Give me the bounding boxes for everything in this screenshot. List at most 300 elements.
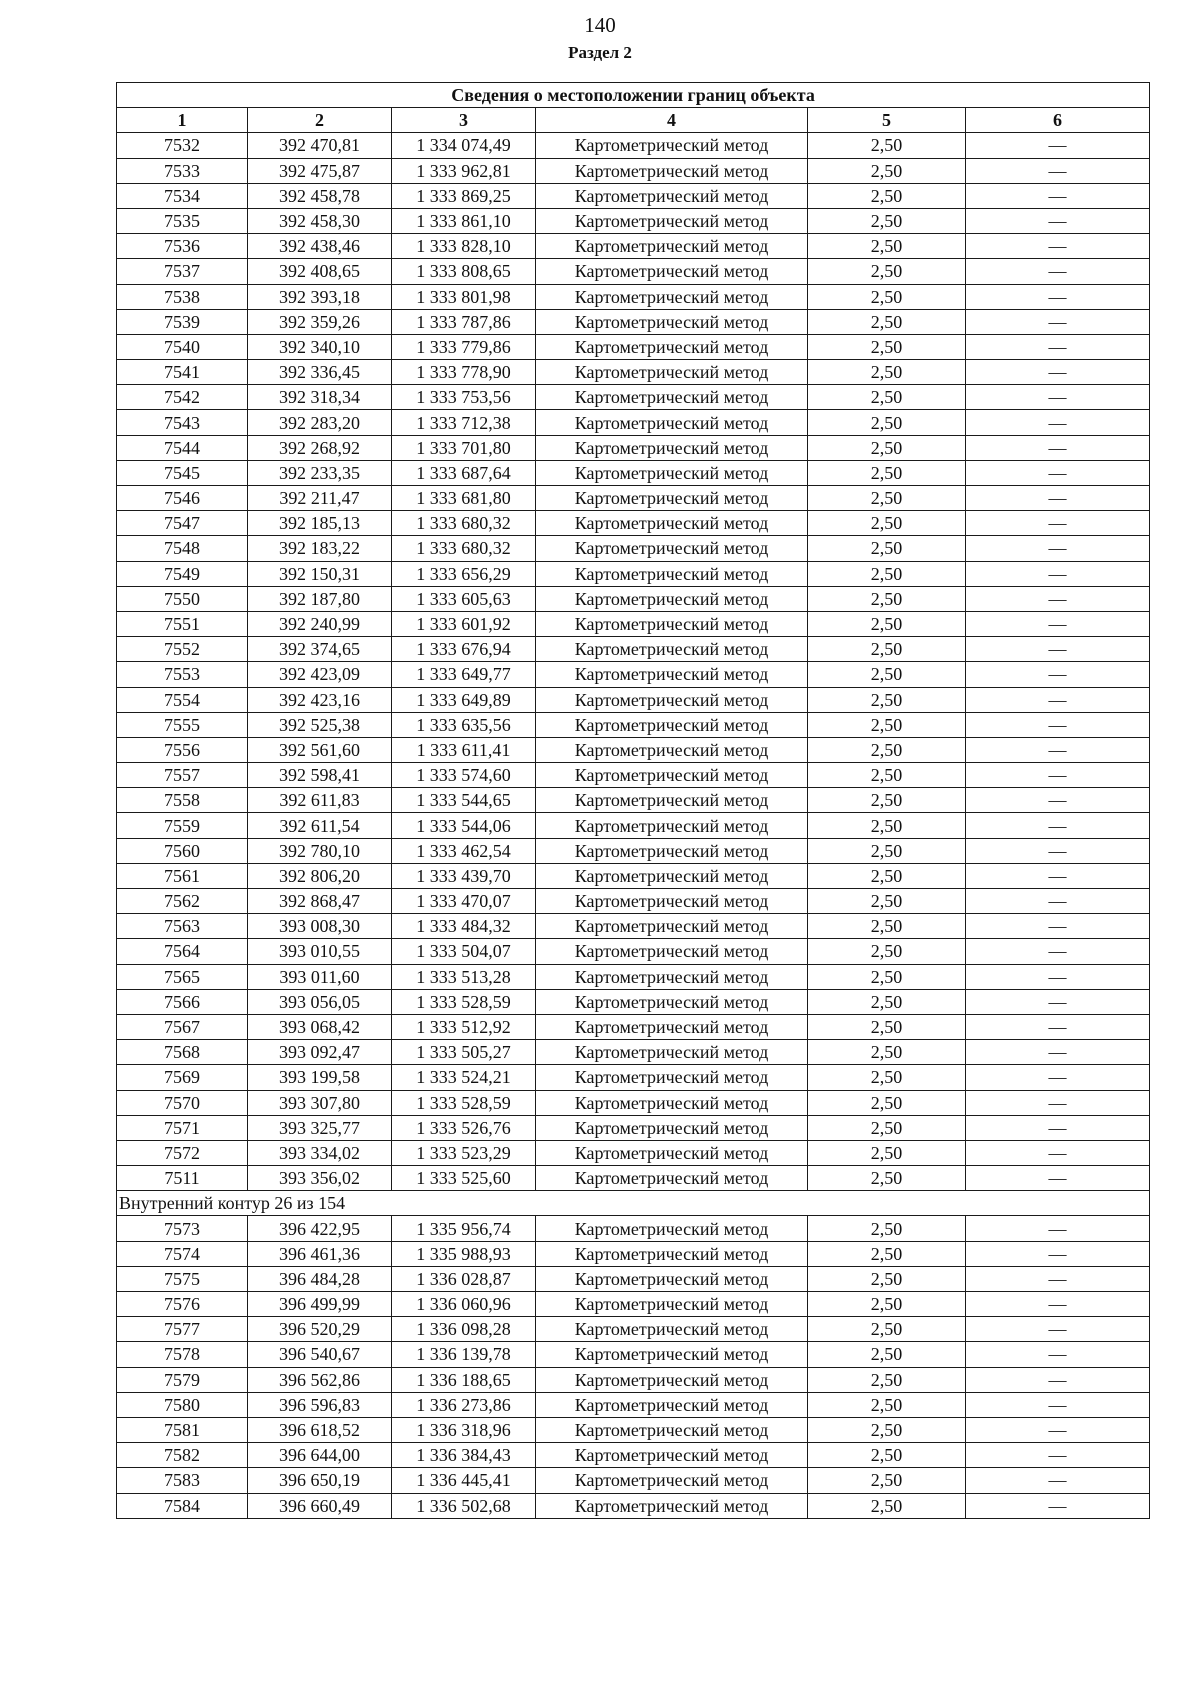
- method-cell: Картометрический метод: [536, 788, 808, 813]
- table-row: [117, 208, 1150, 233]
- accuracy-cell: 2,50: [808, 637, 966, 662]
- point-number-cell: 7566: [117, 989, 248, 1014]
- page-number: 140: [584, 13, 616, 37]
- accuracy-cell: 2,50: [808, 1014, 966, 1039]
- y-coordinate-cell: 1 333 779,86: [392, 334, 536, 359]
- description-cell: —: [966, 133, 1150, 158]
- method-cell: Картометрический метод: [536, 1140, 808, 1165]
- description-cell: —: [966, 511, 1150, 536]
- point-number-cell: 7581: [117, 1417, 248, 1442]
- y-coordinate-cell: 1 333 828,10: [392, 234, 536, 259]
- table-row: [117, 1065, 1150, 1090]
- table-title-row: [117, 83, 1150, 108]
- accuracy-cell: 2,50: [808, 183, 966, 208]
- x-coordinate-cell: 393 010,55: [248, 939, 392, 964]
- method-cell: Картометрический метод: [536, 1065, 808, 1090]
- accuracy-cell: 2,50: [808, 460, 966, 485]
- point-number-cell: 7536: [117, 234, 248, 259]
- point-number-cell: 7570: [117, 1090, 248, 1115]
- description-cell: —: [966, 1342, 1150, 1367]
- point-number-cell: 7562: [117, 889, 248, 914]
- method-cell: Картометрический метод: [536, 360, 808, 385]
- point-number-cell: 7567: [117, 1014, 248, 1039]
- description-cell: —: [966, 964, 1150, 989]
- accuracy-cell: 2,50: [808, 712, 966, 737]
- x-coordinate-cell: 392 359,26: [248, 309, 392, 334]
- point-number-cell: 7573: [117, 1216, 248, 1241]
- method-cell: Картометрический метод: [536, 1342, 808, 1367]
- point-number-cell: 7580: [117, 1392, 248, 1417]
- accuracy-cell: 2,50: [808, 360, 966, 385]
- y-coordinate-cell: 1 333 544,06: [392, 813, 536, 838]
- table-body: [117, 133, 1150, 1518]
- point-number-cell: 7551: [117, 611, 248, 636]
- x-coordinate-cell: 392 211,47: [248, 486, 392, 511]
- description-cell: —: [966, 259, 1150, 284]
- table-head: [117, 83, 1150, 133]
- point-number-cell: 7579: [117, 1367, 248, 1392]
- method-cell: Картометрический метод: [536, 1241, 808, 1266]
- description-cell: —: [966, 1493, 1150, 1518]
- y-coordinate-cell: 1 333 470,07: [392, 889, 536, 914]
- table-row: [117, 1014, 1150, 1039]
- y-coordinate-cell: 1 333 753,56: [392, 385, 536, 410]
- table-row: [117, 914, 1150, 939]
- accuracy-cell: 2,50: [808, 1443, 966, 1468]
- y-coordinate-cell: 1 336 188,65: [392, 1367, 536, 1392]
- point-number-cell: 7565: [117, 964, 248, 989]
- y-coordinate-cell: 1 333 680,32: [392, 536, 536, 561]
- method-cell: Картометрический метод: [536, 1443, 808, 1468]
- accuracy-cell: 2,50: [808, 586, 966, 611]
- point-number-cell: 7569: [117, 1065, 248, 1090]
- table-row: [117, 385, 1150, 410]
- description-cell: —: [966, 788, 1150, 813]
- method-cell: Картометрический метод: [536, 284, 808, 309]
- x-coordinate-cell: 396 660,49: [248, 1493, 392, 1518]
- accuracy-cell: 2,50: [808, 1065, 966, 1090]
- method-cell: Картометрический метод: [536, 1266, 808, 1291]
- table-row: [117, 712, 1150, 737]
- point-number-cell: 7550: [117, 586, 248, 611]
- description-cell: —: [966, 410, 1150, 435]
- description-cell: —: [966, 561, 1150, 586]
- y-coordinate-cell: 1 335 956,74: [392, 1216, 536, 1241]
- table-row: [117, 183, 1150, 208]
- y-coordinate-cell: 1 333 656,29: [392, 561, 536, 586]
- x-coordinate-cell: 392 340,10: [248, 334, 392, 359]
- point-number-cell: 7553: [117, 662, 248, 687]
- table-row: [117, 1342, 1150, 1367]
- accuracy-cell: 2,50: [808, 208, 966, 233]
- contour-label: Внутренний контур 26 из 154: [117, 1191, 1150, 1216]
- x-coordinate-cell: 396 562,86: [248, 1367, 392, 1392]
- accuracy-cell: 2,50: [808, 763, 966, 788]
- y-coordinate-cell: 1 333 512,92: [392, 1014, 536, 1039]
- point-number-cell: 7533: [117, 158, 248, 183]
- x-coordinate-cell: 393 008,30: [248, 914, 392, 939]
- y-coordinate-cell: 1 333 528,59: [392, 989, 536, 1014]
- method-cell: Картометрический метод: [536, 914, 808, 939]
- accuracy-cell: 2,50: [808, 1493, 966, 1518]
- accuracy-cell: 2,50: [808, 1367, 966, 1392]
- description-cell: —: [966, 284, 1150, 309]
- description-cell: —: [966, 1040, 1150, 1065]
- y-coordinate-cell: 1 335 988,93: [392, 1241, 536, 1266]
- y-coordinate-cell: 1 336 060,96: [392, 1292, 536, 1317]
- description-cell: —: [966, 989, 1150, 1014]
- point-number-cell: 7582: [117, 1443, 248, 1468]
- point-number-cell: 7558: [117, 788, 248, 813]
- point-number-cell: 7547: [117, 511, 248, 536]
- y-coordinate-cell: 1 333 778,90: [392, 360, 536, 385]
- table-row: [117, 133, 1150, 158]
- x-coordinate-cell: 396 461,36: [248, 1241, 392, 1266]
- accuracy-cell: 2,50: [808, 1040, 966, 1065]
- y-coordinate-cell: 1 333 635,56: [392, 712, 536, 737]
- column-header: 1: [117, 108, 248, 133]
- table-row: [117, 1317, 1150, 1342]
- x-coordinate-cell: 392 283,20: [248, 410, 392, 435]
- column-header: 5: [808, 108, 966, 133]
- point-number-cell: 7555: [117, 712, 248, 737]
- accuracy-cell: 2,50: [808, 788, 966, 813]
- column-number-row: [117, 108, 1150, 133]
- y-coordinate-cell: 1 333 801,98: [392, 284, 536, 309]
- accuracy-cell: 2,50: [808, 410, 966, 435]
- x-coordinate-cell: 392 183,22: [248, 536, 392, 561]
- table-row: [117, 460, 1150, 485]
- description-cell: —: [966, 662, 1150, 687]
- point-number-cell: 7548: [117, 536, 248, 561]
- table-row: [117, 1468, 1150, 1493]
- method-cell: Картометрический метод: [536, 1115, 808, 1140]
- accuracy-cell: 2,50: [808, 133, 966, 158]
- x-coordinate-cell: 392 598,41: [248, 763, 392, 788]
- x-coordinate-cell: 392 475,87: [248, 158, 392, 183]
- method-cell: Картометрический метод: [536, 385, 808, 410]
- accuracy-cell: 2,50: [808, 1342, 966, 1367]
- method-cell: Картометрический метод: [536, 939, 808, 964]
- boundary-coordinates-table: [116, 82, 1150, 1519]
- table-row: [117, 1140, 1150, 1165]
- method-cell: Картометрический метод: [536, 1040, 808, 1065]
- method-cell: Картометрический метод: [536, 687, 808, 712]
- table-row: [117, 662, 1150, 687]
- accuracy-cell: 2,50: [808, 561, 966, 586]
- point-number-cell: 7544: [117, 435, 248, 460]
- accuracy-cell: 2,50: [808, 662, 966, 687]
- x-coordinate-cell: 392 318,34: [248, 385, 392, 410]
- description-cell: —: [966, 385, 1150, 410]
- method-cell: Картометрический метод: [536, 1317, 808, 1342]
- point-number-cell: 7563: [117, 914, 248, 939]
- x-coordinate-cell: 392 374,65: [248, 637, 392, 662]
- description-cell: —: [966, 1417, 1150, 1442]
- y-coordinate-cell: 1 333 526,76: [392, 1115, 536, 1140]
- y-coordinate-cell: 1 336 028,87: [392, 1266, 536, 1291]
- x-coordinate-cell: 392 268,92: [248, 435, 392, 460]
- method-cell: Картометрический метод: [536, 838, 808, 863]
- y-coordinate-cell: 1 333 681,80: [392, 486, 536, 511]
- accuracy-cell: 2,50: [808, 1468, 966, 1493]
- x-coordinate-cell: 392 187,80: [248, 586, 392, 611]
- y-coordinate-cell: 1 333 462,54: [392, 838, 536, 863]
- method-cell: Картометрический метод: [536, 183, 808, 208]
- point-number-cell: 7546: [117, 486, 248, 511]
- point-number-cell: 7561: [117, 863, 248, 888]
- y-coordinate-cell: 1 336 318,96: [392, 1417, 536, 1442]
- point-number-cell: 7534: [117, 183, 248, 208]
- table-row: [117, 763, 1150, 788]
- table-row: [117, 889, 1150, 914]
- table-row: [117, 964, 1150, 989]
- table-row: [117, 158, 1150, 183]
- table-row: [117, 1392, 1150, 1417]
- method-cell: Картометрический метод: [536, 234, 808, 259]
- accuracy-cell: 2,50: [808, 838, 966, 863]
- method-cell: Картометрический метод: [536, 712, 808, 737]
- y-coordinate-cell: 1 336 502,68: [392, 1493, 536, 1518]
- table-row: [117, 1367, 1150, 1392]
- description-cell: —: [966, 1014, 1150, 1039]
- x-coordinate-cell: 396 618,52: [248, 1417, 392, 1442]
- table-row: [117, 309, 1150, 334]
- accuracy-cell: 2,50: [808, 813, 966, 838]
- accuracy-cell: 2,50: [808, 611, 966, 636]
- x-coordinate-cell: 393 325,77: [248, 1115, 392, 1140]
- point-number-cell: 7537: [117, 259, 248, 284]
- description-cell: —: [966, 1140, 1150, 1165]
- y-coordinate-cell: 1 333 676,94: [392, 637, 536, 662]
- accuracy-cell: 2,50: [808, 259, 966, 284]
- method-cell: Картометрический метод: [536, 309, 808, 334]
- y-coordinate-cell: 1 336 445,41: [392, 1468, 536, 1493]
- table-row: [117, 234, 1150, 259]
- description-cell: —: [966, 536, 1150, 561]
- description-cell: —: [966, 1292, 1150, 1317]
- point-number-cell: 7574: [117, 1241, 248, 1266]
- description-cell: —: [966, 208, 1150, 233]
- x-coordinate-cell: 393 011,60: [248, 964, 392, 989]
- point-number-cell: 7557: [117, 763, 248, 788]
- y-coordinate-cell: 1 333 808,65: [392, 259, 536, 284]
- table-row: [117, 737, 1150, 762]
- description-cell: —: [966, 309, 1150, 334]
- table-row: [117, 1417, 1150, 1442]
- table-row: [117, 1166, 1150, 1191]
- method-cell: Картометрический метод: [536, 334, 808, 359]
- description-cell: —: [966, 611, 1150, 636]
- description-cell: —: [966, 1317, 1150, 1342]
- point-number-cell: 7584: [117, 1493, 248, 1518]
- y-coordinate-cell: 1 333 505,27: [392, 1040, 536, 1065]
- method-cell: Картометрический метод: [536, 486, 808, 511]
- x-coordinate-cell: 392 868,47: [248, 889, 392, 914]
- accuracy-cell: 2,50: [808, 1317, 966, 1342]
- point-number-cell: 7538: [117, 284, 248, 309]
- section-title: Раздел 2: [568, 43, 632, 62]
- y-coordinate-cell: 1 333 504,07: [392, 939, 536, 964]
- point-number-cell: 7545: [117, 460, 248, 485]
- description-cell: —: [966, 1216, 1150, 1241]
- table-row: [117, 1090, 1150, 1115]
- description-cell: —: [966, 838, 1150, 863]
- table-row: [117, 435, 1150, 460]
- description-cell: —: [966, 863, 1150, 888]
- method-cell: Картометрический метод: [536, 1090, 808, 1115]
- accuracy-cell: 2,50: [808, 737, 966, 762]
- description-cell: —: [966, 360, 1150, 385]
- y-coordinate-cell: 1 333 601,92: [392, 611, 536, 636]
- y-coordinate-cell: 1 333 680,32: [392, 511, 536, 536]
- point-number-cell: 7564: [117, 939, 248, 964]
- table-row: [117, 284, 1150, 309]
- description-cell: —: [966, 1241, 1150, 1266]
- accuracy-cell: 2,50: [808, 863, 966, 888]
- point-number-cell: 7571: [117, 1115, 248, 1140]
- method-cell: Картометрический метод: [536, 1166, 808, 1191]
- x-coordinate-cell: 396 644,00: [248, 1443, 392, 1468]
- description-cell: —: [966, 1468, 1150, 1493]
- x-coordinate-cell: 392 806,20: [248, 863, 392, 888]
- accuracy-cell: 2,50: [808, 1115, 966, 1140]
- table-row: [117, 1292, 1150, 1317]
- table-row: [117, 410, 1150, 435]
- point-number-cell: 7576: [117, 1292, 248, 1317]
- x-coordinate-cell: 392 336,45: [248, 360, 392, 385]
- point-number-cell: 7572: [117, 1140, 248, 1165]
- description-cell: —: [966, 586, 1150, 611]
- x-coordinate-cell: 393 334,02: [248, 1140, 392, 1165]
- description-cell: —: [966, 712, 1150, 737]
- table-row: [117, 1216, 1150, 1241]
- method-cell: Картометрический метод: [536, 208, 808, 233]
- y-coordinate-cell: 1 333 712,38: [392, 410, 536, 435]
- column-header: 6: [966, 108, 1150, 133]
- description-cell: —: [966, 1090, 1150, 1115]
- y-coordinate-cell: 1 333 484,32: [392, 914, 536, 939]
- y-coordinate-cell: 1 336 384,43: [392, 1443, 536, 1468]
- description-cell: —: [966, 1166, 1150, 1191]
- y-coordinate-cell: 1 333 869,25: [392, 183, 536, 208]
- description-cell: —: [966, 158, 1150, 183]
- accuracy-cell: 2,50: [808, 334, 966, 359]
- table-row: [117, 536, 1150, 561]
- method-cell: Картометрический метод: [536, 561, 808, 586]
- x-coordinate-cell: 392 408,65: [248, 259, 392, 284]
- accuracy-cell: 2,50: [808, 1266, 966, 1291]
- x-coordinate-cell: 392 611,54: [248, 813, 392, 838]
- method-cell: Картометрический метод: [536, 1468, 808, 1493]
- accuracy-cell: 2,50: [808, 914, 966, 939]
- accuracy-cell: 2,50: [808, 989, 966, 1014]
- x-coordinate-cell: 392 185,13: [248, 511, 392, 536]
- x-coordinate-cell: 392 780,10: [248, 838, 392, 863]
- x-coordinate-cell: 396 484,28: [248, 1266, 392, 1291]
- y-coordinate-cell: 1 333 513,28: [392, 964, 536, 989]
- description-cell: —: [966, 1115, 1150, 1140]
- y-coordinate-cell: 1 333 962,81: [392, 158, 536, 183]
- point-number-cell: 7542: [117, 385, 248, 410]
- description-cell: —: [966, 334, 1150, 359]
- accuracy-cell: 2,50: [808, 964, 966, 989]
- x-coordinate-cell: 393 307,80: [248, 1090, 392, 1115]
- point-number-cell: 7511: [117, 1166, 248, 1191]
- description-cell: —: [966, 1367, 1150, 1392]
- y-coordinate-cell: 1 333 523,29: [392, 1140, 536, 1165]
- accuracy-cell: 2,50: [808, 486, 966, 511]
- y-coordinate-cell: 1 333 439,70: [392, 863, 536, 888]
- accuracy-cell: 2,50: [808, 234, 966, 259]
- x-coordinate-cell: 392 561,60: [248, 737, 392, 762]
- accuracy-cell: 2,50: [808, 1140, 966, 1165]
- method-cell: Картометрический метод: [536, 511, 808, 536]
- y-coordinate-cell: 1 336 273,86: [392, 1392, 536, 1417]
- table-row: [117, 334, 1150, 359]
- description-cell: —: [966, 889, 1150, 914]
- point-number-cell: 7532: [117, 133, 248, 158]
- method-cell: Картометрический метод: [536, 964, 808, 989]
- description-cell: —: [966, 435, 1150, 460]
- column-header: 4: [536, 108, 808, 133]
- x-coordinate-cell: 392 393,18: [248, 284, 392, 309]
- description-cell: —: [966, 637, 1150, 662]
- point-number-cell: 7578: [117, 1342, 248, 1367]
- accuracy-cell: 2,50: [808, 1292, 966, 1317]
- point-number-cell: 7575: [117, 1266, 248, 1291]
- point-number-cell: 7559: [117, 813, 248, 838]
- method-cell: Картометрический метод: [536, 586, 808, 611]
- table-row: [117, 788, 1150, 813]
- table-row: [117, 939, 1150, 964]
- accuracy-cell: 2,50: [808, 939, 966, 964]
- method-cell: Картометрический метод: [536, 1367, 808, 1392]
- x-coordinate-cell: 393 056,05: [248, 989, 392, 1014]
- point-number-cell: 7568: [117, 1040, 248, 1065]
- x-coordinate-cell: 392 233,35: [248, 460, 392, 485]
- x-coordinate-cell: 396 422,95: [248, 1216, 392, 1241]
- y-coordinate-cell: 1 336 098,28: [392, 1317, 536, 1342]
- x-coordinate-cell: 392 438,46: [248, 234, 392, 259]
- description-cell: —: [966, 737, 1150, 762]
- x-coordinate-cell: 392 525,38: [248, 712, 392, 737]
- description-cell: —: [966, 1443, 1150, 1468]
- y-coordinate-cell: 1 333 528,59: [392, 1090, 536, 1115]
- point-number-cell: 7535: [117, 208, 248, 233]
- accuracy-cell: 2,50: [808, 1166, 966, 1191]
- description-cell: —: [966, 1266, 1150, 1291]
- y-coordinate-cell: 1 333 861,10: [392, 208, 536, 233]
- table-row: [117, 1040, 1150, 1065]
- table-row: [117, 360, 1150, 385]
- method-cell: Картометрический метод: [536, 813, 808, 838]
- method-cell: Картометрический метод: [536, 662, 808, 687]
- table-row: [117, 1443, 1150, 1468]
- x-coordinate-cell: 392 458,30: [248, 208, 392, 233]
- method-cell: Картометрический метод: [536, 259, 808, 284]
- y-coordinate-cell: 1 333 787,86: [392, 309, 536, 334]
- description-cell: —: [966, 939, 1150, 964]
- x-coordinate-cell: 396 540,67: [248, 1342, 392, 1367]
- x-coordinate-cell: 396 596,83: [248, 1392, 392, 1417]
- table-row: [117, 486, 1150, 511]
- table-row: [117, 637, 1150, 662]
- accuracy-cell: 2,50: [808, 1216, 966, 1241]
- y-coordinate-cell: 1 336 139,78: [392, 1342, 536, 1367]
- method-cell: Картометрический метод: [536, 1392, 808, 1417]
- point-number-cell: 7549: [117, 561, 248, 586]
